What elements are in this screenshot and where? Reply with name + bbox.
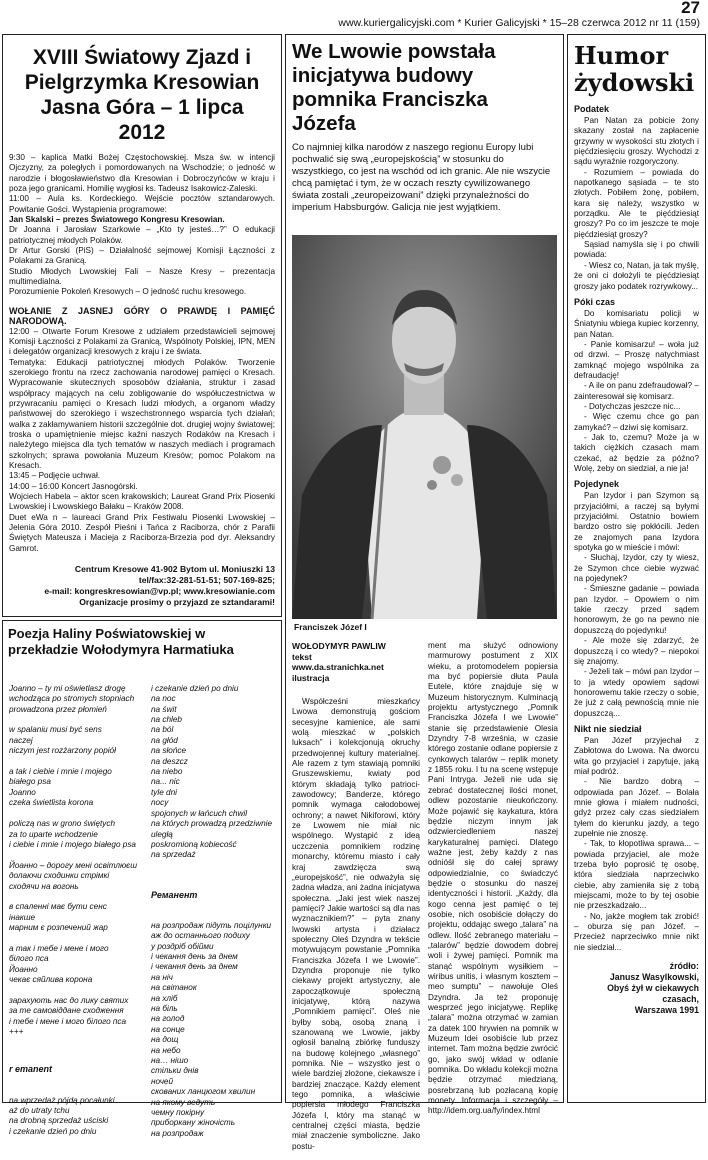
humor-source [574, 961, 699, 1016]
event-p9: Tematyka: Edukacji patriotycznej młodych Polaków. Tworzenie szerokiego frontu na rzecz zachowania narodowej pamięci o Kresach. Wypracowanie skutecznych sposobów działania, struktur i zasad współpracy mających na celu zobligowanie do współuczestnictwa w przywracaniu pamięci o Kresach ludzi młodych, a organom władzy państwowej do szerokiego i wszechstronnego wsparcia tych działań; walka z zakłamywaniem historii szczególnie dot. drugiej wojny światowej; troska o upamiętnienie miejsc kaźni naszych Rodaków na Kresach i należytego miejsca dla tych tematów w naszych mediach i programach szkolnych; sprawa powołania Muzeum Kresów; pomoc Polakom na Kresach. [9, 357, 275, 470]
poem-right-tail: на розпродаж підуть поцілунки аж до остaннього подиху у роздріб обійми і чекання день за днем і чекання день за днем на ніч на світанок на хліб на біль на голод на сонце на дощ на небо на… нішо стільки днів ночей скованих ланцюгом хвилин на якому ведуть чемну покірну приборкану жіночість на розпродаж [151, 920, 272, 1138]
source-line: źródło: [669, 961, 699, 972]
poem-left [9, 663, 149, 1158]
poem-right-body: i czekanie dzień po dniu na noc na świt na chleb na ból na głód na słońce na deszcz na niebo na... nic tyle dni nocy spojonych w łańcuch chwil na których prowadzą przedziwnie uległą poskromioną kobiecość na sprzedaż [151, 683, 273, 860]
joke-paragraph: - Wiesz co, Natan, ja tak myślę, że oni ci dołożyli te pięćdziesiąt groszy jako podatek rozrywkowy... [574, 260, 699, 291]
poem-left-heading: r emanent [9, 1064, 53, 1075]
section-heading: Pojedynek [574, 479, 620, 490]
section-heading: Podatek [574, 104, 610, 114]
joke-paragraph: - Panie komisarzu! – woła już od drzwi. – Proszę natychmiast zamknąć mojego wspólnika za defraudację! [574, 339, 699, 380]
joke-paragraph: - Więc czemu chce go pan zamykać? – dziwi się komisarz. [574, 412, 699, 432]
poem-left-body: Joanno – ty mi oświetlasz drogę wchodząca po stromych stopniach prowadzona przez płomień w spalaniu musi być sens naczej niczym jest rozżarzony popiół a tak i ciebie i mnie i mojego białego psa Joanno czeka świetlista korona policzą nas w grono świętych za to uparte wchodzenie i ciebie i mnie i mojego białego psa Йоанно – дорогу мені освітлюєш долаючи сходинки стрімкі сходячи на вогонь в спаленні має бути сенс інакше марним є розпечений жар а так і тебе і мене і мого білого пса Йоанно чекає сяйлива корона зарахують нас до лику святих за те самовіддане сходження і тебе і мене і мого білого пса +++ [9, 683, 137, 1037]
event-p6: Porozumienie Pokoleń Kresowych – O jedność ruchu kresowego. [9, 287, 247, 297]
joke-paragraph: - A ile on panu zdefraudował? – zainteresował się komisarz. [574, 381, 699, 401]
poem-right-heading: Ремaнeнт [151, 889, 198, 900]
event-p3: Dr Joanna i Jarosław Szarkowie – „Kto ty jesteś…?” O edukacji patriotycznej młodych Polaków. [9, 225, 275, 245]
byline-author: WOŁODYMYR PAWLIW [292, 641, 386, 651]
joke-paragraph: Pan Józef przyjechał z Zabłotowa do Lwowa. Na dworcu wita go przyjaciel i zapytuje, jaką miał podróż. [574, 735, 699, 776]
contact-line: Centrum Kresowe 41-902 Bytom ul. Moniuszki 13 [74, 564, 275, 575]
joke-paragraph: - Rozumiem – powiada do napotkanego sąsiada – te sto złotych. Pobiłem żonę, pobiłem, kara się należy, wszystko w porządku. Ale te pięćdziesiąt groszy? Po co im jeszcze te moje pięćdziesiąt groszy? [574, 167, 699, 239]
source-line: Obyś żył w ciekawych czasach, [607, 983, 699, 1005]
joke-paragraph: - Jeżeli tak – mówi pan Izydor – to ja wtedy opowiem sądowi honorowemu takie rzeczy o sobie, że już z całą pewnością mnie nie dopuszczą... [574, 667, 699, 718]
event-p11: 14:00 – 16:00 Koncert Jasnogórski. [9, 481, 138, 491]
contact-line: Organizacje prosimy o przyjazd ze sztandarami! [79, 597, 275, 608]
franz-portrait [292, 235, 557, 619]
humor-title: Humor żydowski [574, 41, 695, 97]
event-p0: 9:30 – kaplica Matki Bożej Częstochowskiej. Msza św. w intencji Ojczyzny, za poległych i pomordowanych na Wschodzie; o jedność w narodzie i błogosławieństwo dla Kresowian i Dobroczyńców w kraju i poza jego granicami. Homilię wygłosi ks. Tadeusz Isakowicz-Zaleski. [9, 153, 275, 194]
joke-paragraph: - Ale może się zdarzyć, że dopuszczą i co wtedy? – niepokoi się znajomy. [574, 636, 699, 666]
event-p8: 12:00 – Otwarte Forum Kresowe z udziałem przedstawicieli sejmowej Komisji Łączności z Polakami za Granicą, Wspólnoty Polskiej, IPN, MEN i delegatów organizacji kresowych z kraju i ze świata. [9, 326, 275, 357]
franz-title: We Lwowie powstała inicjatywa budowy pomnika Franciszka Józefa [292, 40, 496, 135]
joke-paragraph: Sąsiad namyśla się i po chwili powiada: [574, 240, 699, 260]
joke-paragraph: - Jak to, czemu? Może ja w takich ciężkich czasach mam czekać, aż będzie za późno? Wolę, żeby on siedział, a nie ja! [574, 432, 699, 473]
event-body [9, 153, 275, 554]
event-p10: 13:45 – Podjęcie uchwał. [9, 471, 101, 481]
masthead: www.kuriergalicyjski.com * Kurier Galicyjski * 15–28 czerwca 2012 nr 11 (159) [338, 17, 700, 29]
poetry-article [2, 620, 282, 1138]
event-contact [9, 564, 275, 608]
franz-lead: Co najmniej kilka narodów z naszego regionu Europy lubi pochwalić się swą „europejskością” w stosunku do wszystkiego, co jest na wschód od ich granic. Ale nie wszycie chcą pamiętać i tym, że w oczach reszty cywilizowanego świata zostali „zeuropeizowani” dzięki przynależności do imperium Habsburgów. Galicja nie jest wyjątkiem. [292, 142, 551, 213]
source-line: Warszawa 1991 [634, 1005, 699, 1016]
joke-paragraph: Pan Izydor i pan Szymon są przyjaciółmi, a raczej są byłymi przyjaciółmi. Ostatnio bowiem bardzo ostro się pokłócili. Jeden ze znajomych pana Izydora spotyka go w mieście i mówi: [574, 491, 699, 553]
section-heading: Nikt nie siedział [574, 723, 642, 734]
joke-paragraph: - Słuchaj, Izydor, czy ty wiesz, że Szymon chce ciebie wyzwać na pojedynek? [574, 553, 699, 584]
event-p4: Dr Artur Gorski (PiS) – Działalność sejmowej Komisji Łączności z Polakami za Granicą. [9, 246, 275, 266]
event-p1: 11:00 – Aula ks. Kordeckiego. Wejście pocztów sztandarowych. Powitanie Gości. Wystąpienia programowe: [9, 194, 275, 214]
byline-role: ilustracja [292, 672, 330, 683]
portrait-illustration [292, 235, 557, 619]
joke-paragraph: Pan Natan za pobicie żony skazany został na zapłacenie grzywny w wysokości stu złotych i pięćdziesięciu groszy. Wychodzi z sądu wyraźnie rozgoryczony. [574, 116, 699, 167]
joke-paragraph: - Tak, to kłopotliwa sprawa... – powiada przyjaciel, ale może trzeba było poprosić tę osobę, która siedziała naprzeciwko ciebie, aby zamieniła się z tobą miejscami, może to by tej osobie nie przeszkadzało... [574, 839, 699, 911]
event-article [2, 34, 282, 617]
contact-line: tel/fax:32-281-51-51; 507-169-825; [138, 575, 275, 586]
event-p2: Jan Skalski – prezes Światowego Kongresu Kresowian. [9, 215, 225, 225]
page-header [0, 0, 708, 34]
franz-col1: Współcześni mieszkańcy Lwowa demonstrują gościom secesyjne kamienice, ale sami wolą mieszkać w „polskich luksach” i kolekcjonują okruchy przedwojennej kultury materialnej. Ale razem z tym stawiają pomniki Gruszewskiemu, kwiaty pod którym składają tylko patrioci-zawodowcy; Banderze, którego pomnik wymaga całodobowej ochrony; a nawet Nikiforowi, który ze Lwowem nie miał nic wspólnego. Wystąpić z ideą uczczenia pomnikiem rodzinę monarchy, któremu miasto i cały kraj zawdzięcza swą „europejskość”, nie odważyła się żadna władza, ani żadna inicjatywa społeczna. „Jaki jest wiek naszej pamięci? Jakie wartości są dla nas wyznacznikiem?” – pyta znany lwowski artysta i działacz społeczny Oleś Dzyndra w tekście motywującym powstanie „Pomnika Franciszka Józefa I we Lwowie”. Dzyndra proponuje nie tylko ciekawy projekt artystyczny, ale zapoczątkowuje społeczną inicjatywę, którą nazywa „Pomnikiem pamięci”. Oleś nie byłby sobą, osobą znaną i szanowaną we Lwowie, jakby ogłosił banalną zbiórkę funduszy na budowę kolejnego „własnego” pomnika. Nie – wszystko jest o wiele bardziej złożone, ciekawsze i bardziej znaczące. Każdy element tego pomnika, a właściwie popiersia młodego Franciszka Józefa I, który ma stanąć w centralnej części miasta, będzie miał znaczenie symboliczne. Jako postu- [292, 697, 420, 1151]
event-p7: WOŁANIE Z JASNEJ GÓRY O PRAWDĘ I PAMIĘĆ NARODOWĄ. [9, 305, 275, 327]
joke-paragraph: Do komisariatu policji w Śniatyniu wbiega kupiec korzenny, pan Natan. [574, 308, 700, 339]
section-heading: Póki czas [574, 296, 616, 307]
page-number: 27 [681, 0, 700, 17]
franz-col2: ment ma służyć odnowiony marmurowy postument z XIX wieku, a protomodelem popiersia ma być popiersie dłuta Paula Eutele, które znajduje się w Muzeum historycznym. Kulminacją projektu artystycznego „Pomnik Franciszka Józefa I we Lwowie” stanie się przedstawienie Olesia Dzyndry 7-8 września, w czasie którego zostanie odlane popiersie z cynkowych talarów – replik monety z 1855 roku. I tu na scenę wstępuje Pani Intryga. Jeżeli nie uda się zebrać dostatecznej ilości monet, odlew pozostanie nieukończony. Może pojawić się kaykatura, która będzie niczym innym jak odzwierciedleniem naszej karykaturalnej pamięci. Dlatego ważne jest, żeby każdy z nas odnióśł się do całej sprawy odpowiedzialnie, co świadczyć będzie o stosunku do naszej identyczności i historii. „Każdy, dla kogo cenna jest pamięć o tej osobie, nich osobiście dołączy do projektu, oddając swego „talara” na odlew. Ilość zebranego materiału – „talarów” będzie dowodem dobrej woli i żywej pamięci. Pomnik ma stanąć wspólnym wysiłkiem – wiribus unitis, i własnym kosztem – meo sumptu” – nawołuje Oleś Dzyndra. Ja też proponuję wesprzeć jego inicjatywę. Replikę „talara” można otrzymać w zamian za datek 100 hrywien na pomnik w Muzeum Idei osobiście lub przez internet. Tam można będzie zwrócić go, jako swój wkład w odlanie pomnika. Do wkładu kolekcji można będzie otrzymać miedzianą, posrebrzaną lub pozłacaną kopię monety. Informacja i szczegóły – http://idem.org.ua/fy/index.html [428, 641, 558, 1116]
franz-article [285, 34, 564, 1151]
portrait-caption: Franciszek Józef I [294, 622, 367, 632]
joke-paragraph: - Śmieszne gadanie – powiada pan Izydor. – Opowiem o nim takie rzeczy przed sądem honorowym, że go na pewno nie dopuszczą do pojedynku! [574, 584, 699, 635]
event-p5: Studio Młodych Lwowskiej Fali – Nasze Kresy – prezentacja multimedialna. [9, 266, 275, 287]
joke-paragraph: - Dotychczas jeszcze nic... [584, 401, 681, 411]
joke-paragraph: - No, jakże mogłem tak zrobić! – oburza się pan Józef. – Przecież naprzeciwko mnie nikt nie siedział... [574, 911, 699, 952]
poem-right [151, 663, 279, 1160]
poem-left-tail: na wprzedaż pójdą pocałunki aż do utraty tchu na drobną sprzedaż uściski i czekanie dzień po dniu [9, 1095, 115, 1136]
poetry-title: Poezja Haliny Poświatowskiej w przekładzie Wołodymyra Harmatiuka [8, 626, 234, 657]
source-line: Janusz Wasylkowski, [609, 972, 699, 983]
event-title: XVIII Światowy Zjazd i Pielgrzymka Kresowian Jasna Góra – 1 lipca 2012 [24, 46, 260, 144]
joke-paragraph: - Nie bardzo dobrą – odpowiada pan Józef. – Bolała mnie głowa i miałem nudności, gdyż przez cały czas siedziałem tyłem do kierunku jazdy, a tego zupełnie nie znoszę. [574, 777, 699, 838]
franz-byline [292, 641, 422, 683]
byline-site: www.da.stranichka.net [292, 662, 384, 672]
contact-line: e-mail: kongreskresowian@vp.pl; www.kresowianie.com [44, 586, 275, 597]
byline-role: tekst [292, 651, 312, 662]
humor-article [567, 34, 706, 1103]
event-p13: Duet eWa n – laureaci Grand Prix Festiwalu Piosenki Lwowskiej – Jelenia Góra 2010. Zespół Pieśni i Tańca z Raciborza, chór z Parafii Świętych Mateusza i Macieja z Raciborza-Brzezia pod dyr. Aleksandry Gamrot. [9, 512, 275, 553]
event-p12: Wojciech Habela – aktor scen krakowskich; Laureat Grand Prix Piosenki Lwowskiej i Lwowskiego Bałaku – Kraków 2008. [9, 492, 275, 512]
